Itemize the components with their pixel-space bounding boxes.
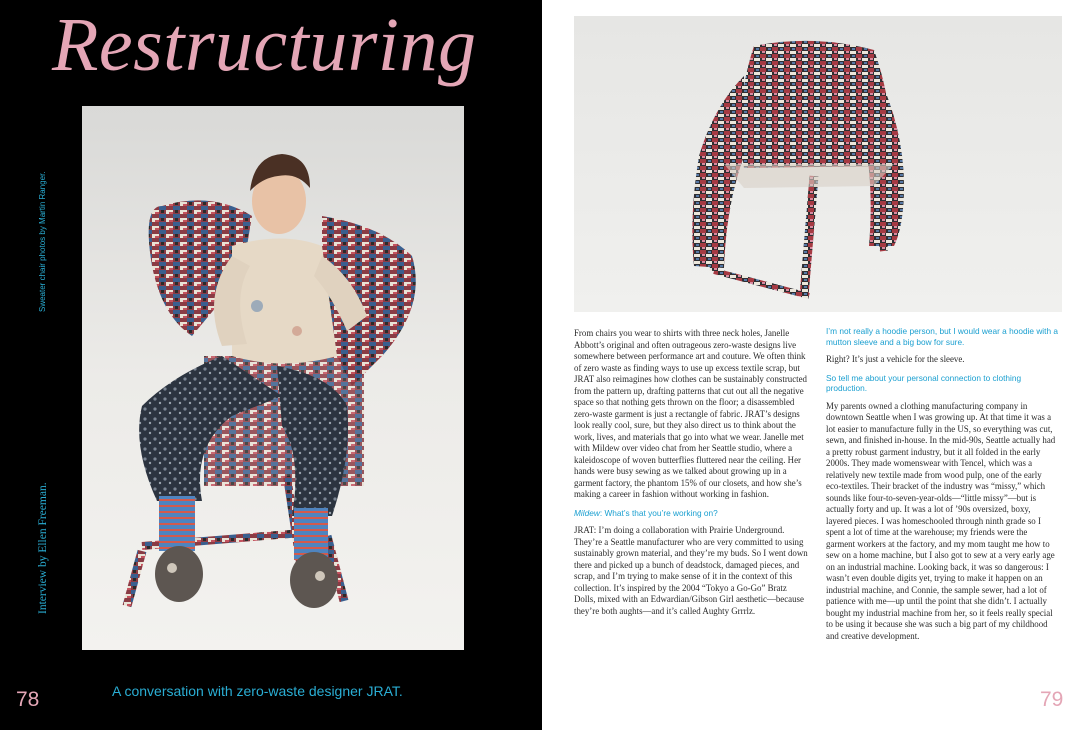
question-3: So tell me about your personal connection to clothing production. [826, 372, 1022, 393]
answer-3: My parents owned a clothing manufacturing company in downtown Seattle when I was growing up. At that time it was a lot easier to manufacture fully in the US, so everything was cut, sewn, and finished in-house. In the mid-90s, Seattle actually had a pretty robust garment industry, but it all folded in the early 2000s. They made womenswear with Tencel, which was a relatively new textile made from wood pulp, one of the early eco-textiles. Their bracket of the industry was “missy,” which sounds like four-to-seven-year-olds—“little missy”—but is actually forty and up. It was a lot of ’90s oversized, boxy, layered pieces. I was homeschooled through ninth grade so I spent a lot of time at the warehouse; my friends were the garment workers at the factory, and my mom taught me how to sew on a home machine, but I also got to sew at a very early age on an industrial machine. Looking back, it was so dangerous: I wasn’t even double digits yet, trying to make it happen on an industrial machine, and Connie, the sample sewer, had a lot of patience with me—up until the point that she didn’t. I actually bought my industrial machine from her, so it feels really special to be using it because she was such a big part of my childhood and creative development. [826, 400, 1056, 641]
question-2: I’m not really a hoodie person, but I would wear a hoodie with a mutton sleeve and a big bow for sure. [826, 326, 1058, 347]
question-1 [574, 508, 810, 519]
intro-paragraph: From chairs you wear to shirts with three neck holes, Janelle Abbott’s original and often outrageous zero-waste designs live somewhere between performance art and couture. We often think of zero waste as finding ways to use up excess textile scrap, but JRAT also reimagines how clothes can be sustainably constructed from the pattern up, drafting patterns that cut out all the negative space so that nothing gets thrown on the floor; a disassembled zero-waste garment is just a rectangle of fabric. JRAT’s designs look really cool, sure, but they also direct us to think about the work, lives, and materials that go into what we wear. Janelle met with Mildew over video chat from her Seattle studio, where a kaleidoscope of woven butterflies fluttered near the ceiling. Her hands were busy sewing as we talked about growing up in a garment factory, the phantom 15% of our closets, and how she’s making a career in fashion without working in fashion. [574, 328, 807, 499]
article-subtitle: A conversation with zero-waste designer JRAT. [112, 683, 403, 699]
sweater-chair-photo [574, 16, 1062, 312]
interview-byline: Interview by Ellen Freeman. [37, 482, 49, 614]
right-page [542, 0, 1080, 730]
photo-credit: Sweater chair photos by Martin Ranger. [38, 171, 47, 312]
question-1-text: : What’s that you’re working on? [599, 507, 718, 518]
article-column-1 [574, 328, 810, 624]
page-number-left: 78 [16, 688, 40, 711]
answer-2: Right? It’s just a vehicle for the sleeve. [826, 354, 965, 364]
answer-1: JRAT: I’m doing a collaboration with Prairie Underground. They’re a Seattle manufacturer who are very committed to using sustainably grown material, and they’re my buds. So I went down there and picked up a bunch of deadstock, damaged pieces, and scrap, and I’m trying to make sense of it in the context of this collection. It’s inspired by the 2004 “Tokyo a Go-Go” Bratz Dolls, mixed with an Edwardian/Gibson Girl aesthetic—because they’re both aughts—and it’s called Aughty Grrrlz. [574, 525, 808, 616]
article-title: Restructuring [52, 3, 477, 87]
publication-name: Mildew [574, 507, 600, 518]
page-number-right: 79 [1040, 688, 1064, 711]
portrait-photo [82, 106, 464, 650]
article-column-2 [826, 326, 1058, 649]
